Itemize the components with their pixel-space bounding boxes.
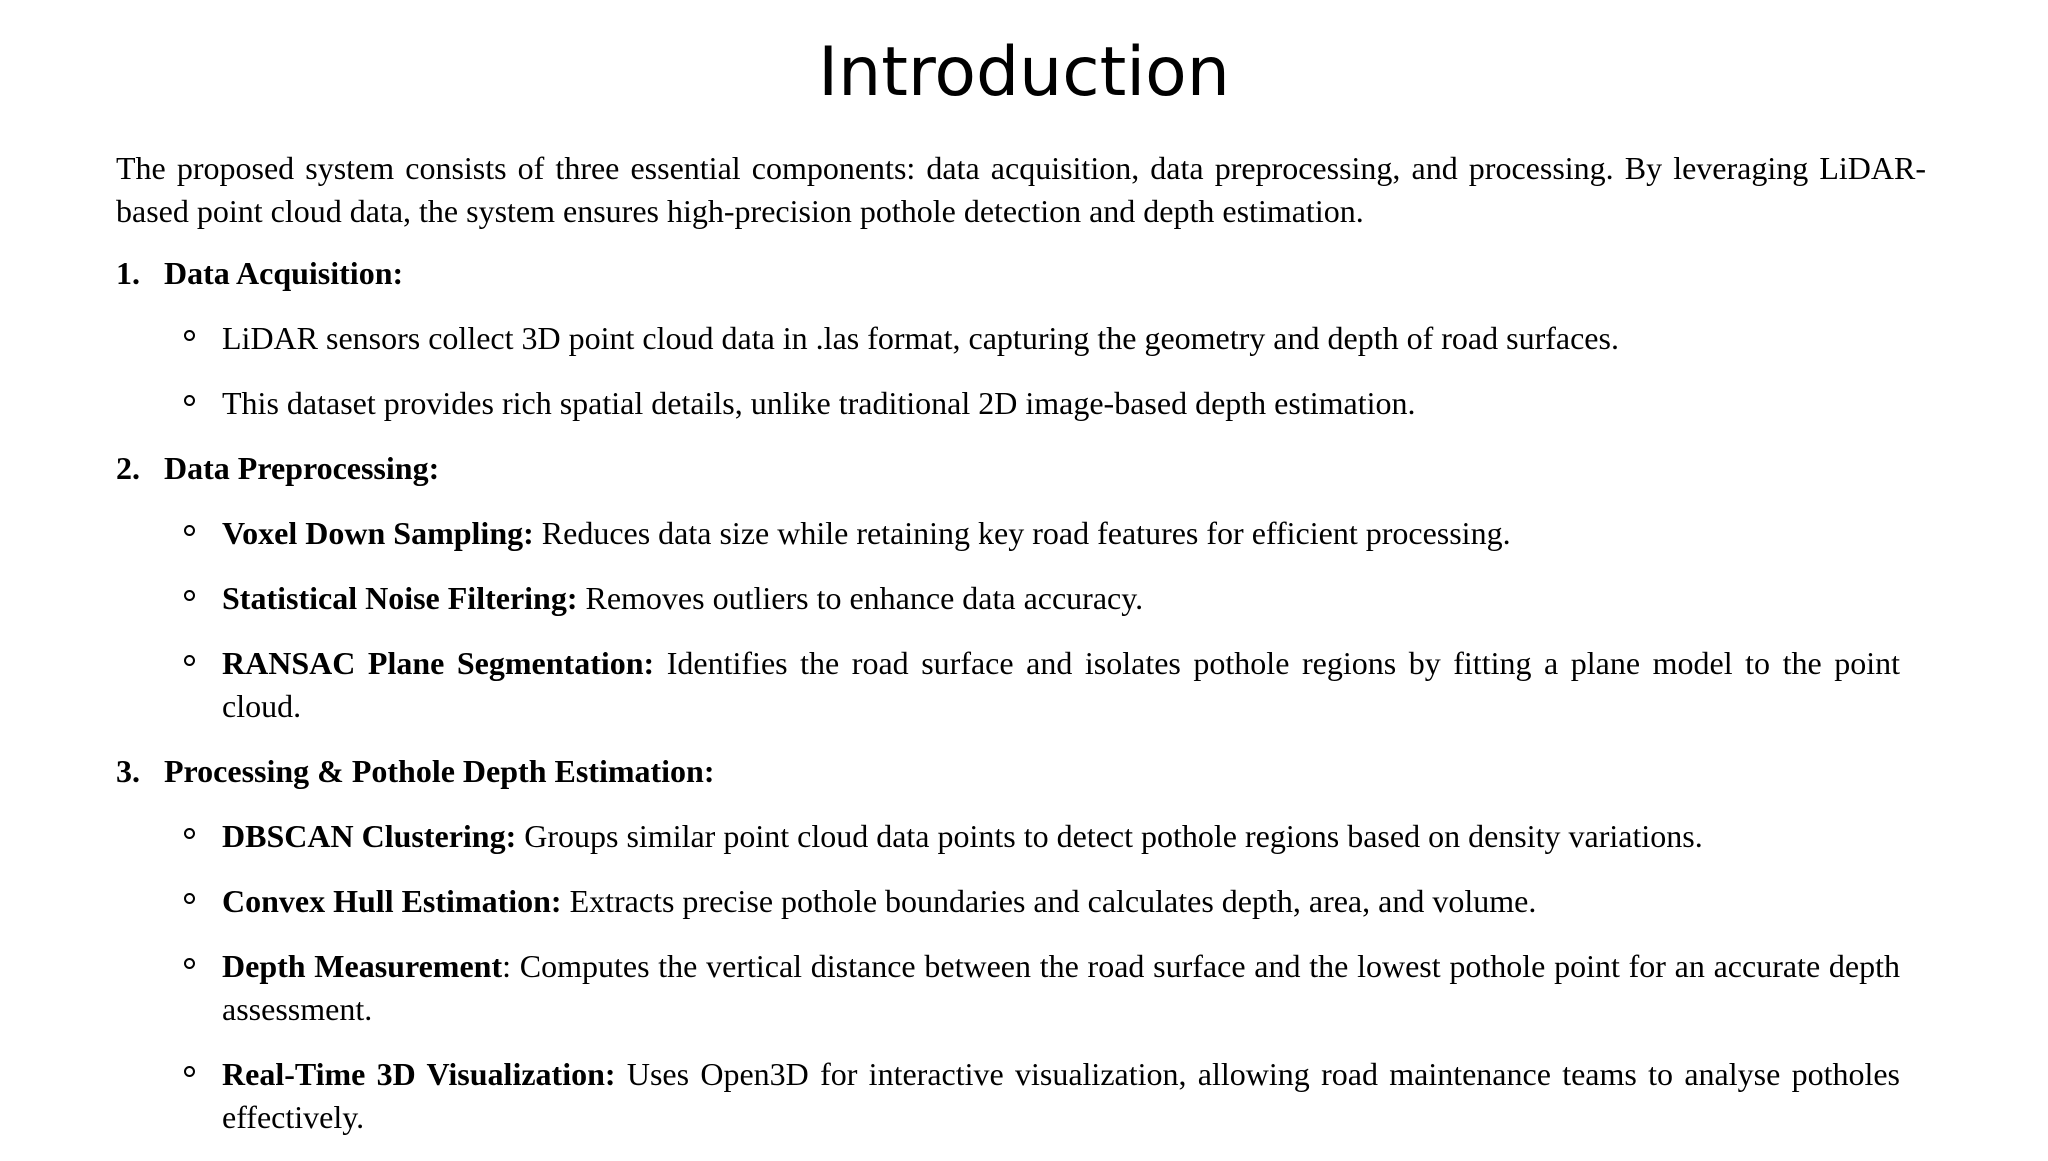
- list-item: [222, 317, 1900, 360]
- bullet-text: : Computes the vertical distance between the road surface and the lowest pothole point for an accurate depth assessment.: [222, 948, 1901, 1027]
- bullet-text: Groups similar point cloud data points to detect pothole regions based on density variations.: [524, 818, 1703, 854]
- bullet-separator: [534, 515, 542, 551]
- section-number: 1.: [116, 255, 140, 291]
- circle-bullet-icon: [184, 655, 195, 666]
- list-item: [222, 382, 1900, 425]
- section-heading: [116, 252, 1926, 295]
- bullet-list: [116, 512, 1900, 728]
- section-data-preprocessing: [116, 447, 1926, 728]
- section-title: Data Preprocessing:: [164, 450, 440, 486]
- section-data-acquisition: [116, 252, 1926, 425]
- bullet-list: [116, 815, 1900, 1139]
- list-item: [222, 815, 1900, 858]
- list-item: [222, 512, 1900, 555]
- bullet-text: Extracts precise pothole boundaries and calculates depth, area, and volume.: [569, 883, 1537, 919]
- section-number: 3.: [116, 753, 140, 789]
- bullet-text: Uses Open3D for interactive visualization, allowing road maintenance teams to analyse potholes effectively.: [222, 1056, 1901, 1135]
- list-item: [222, 1053, 1900, 1139]
- slide-content: [116, 147, 1926, 1161]
- bullet-list: [116, 317, 1900, 425]
- list-item: [222, 945, 1900, 1031]
- bullet-term: DBSCAN Clustering:: [222, 818, 517, 854]
- circle-bullet-icon: [184, 590, 195, 601]
- bullet-term: Statistical Noise Filtering:: [222, 580, 578, 616]
- circle-bullet-icon: [184, 1066, 195, 1077]
- bullet-text: Removes outliers to enhance data accuracy.: [585, 580, 1144, 616]
- bullet-text: Reduces data size while retaining key road features for efficient processing.: [541, 515, 1511, 551]
- section-processing-depth-estimation: [116, 750, 1926, 1139]
- bullet-text: LiDAR sensors collect 3D point cloud data in .las format, capturing the geometry and depth of road surfaces.: [222, 320, 1619, 356]
- section-heading: [116, 447, 1926, 490]
- bullet-separator: [562, 883, 570, 919]
- circle-bullet-icon: [184, 958, 195, 969]
- bullet-separator: [654, 645, 667, 681]
- bullet-text: This dataset provides rich spatial details, unlike traditional 2D image-based depth estimation.: [222, 385, 1416, 421]
- circle-bullet-icon: [184, 828, 195, 839]
- section-heading: [116, 750, 1926, 793]
- bullet-term: Depth Measurement: [222, 948, 503, 984]
- intro-paragraph: The proposed system consists of three essential components: data acquisition, data preprocessing, and processing. By leveraging LiDAR-based point cloud data, the system ensures high-precision pothole detection and depth estimation.: [116, 150, 1926, 229]
- bullet-term: Real-Time 3D Visualization:: [222, 1056, 616, 1092]
- circle-bullet-icon: [184, 893, 195, 904]
- section-title: Data Acquisition:: [164, 255, 404, 291]
- circle-bullet-icon: [184, 525, 195, 536]
- circle-bullet-icon: [184, 330, 195, 341]
- section-number: 2.: [116, 450, 140, 486]
- bullet-separator: [616, 1056, 627, 1092]
- bullet-term: Voxel Down Sampling:: [222, 515, 534, 551]
- bullet-text: Identifies the road surface and isolates pothole regions by fitting a plane model to the point cloud.: [222, 645, 1901, 724]
- list-item: [222, 880, 1900, 923]
- section-title: Processing & Pothole Depth Estimation:: [164, 753, 715, 789]
- bullet-term: RANSAC Plane Segmentation:: [222, 645, 655, 681]
- list-item: [222, 577, 1900, 620]
- page-title: Introduction: [818, 33, 1230, 112]
- bullet-term: Convex Hull Estimation:: [222, 883, 562, 919]
- list-item: [222, 642, 1900, 728]
- circle-bullet-icon: [184, 395, 195, 406]
